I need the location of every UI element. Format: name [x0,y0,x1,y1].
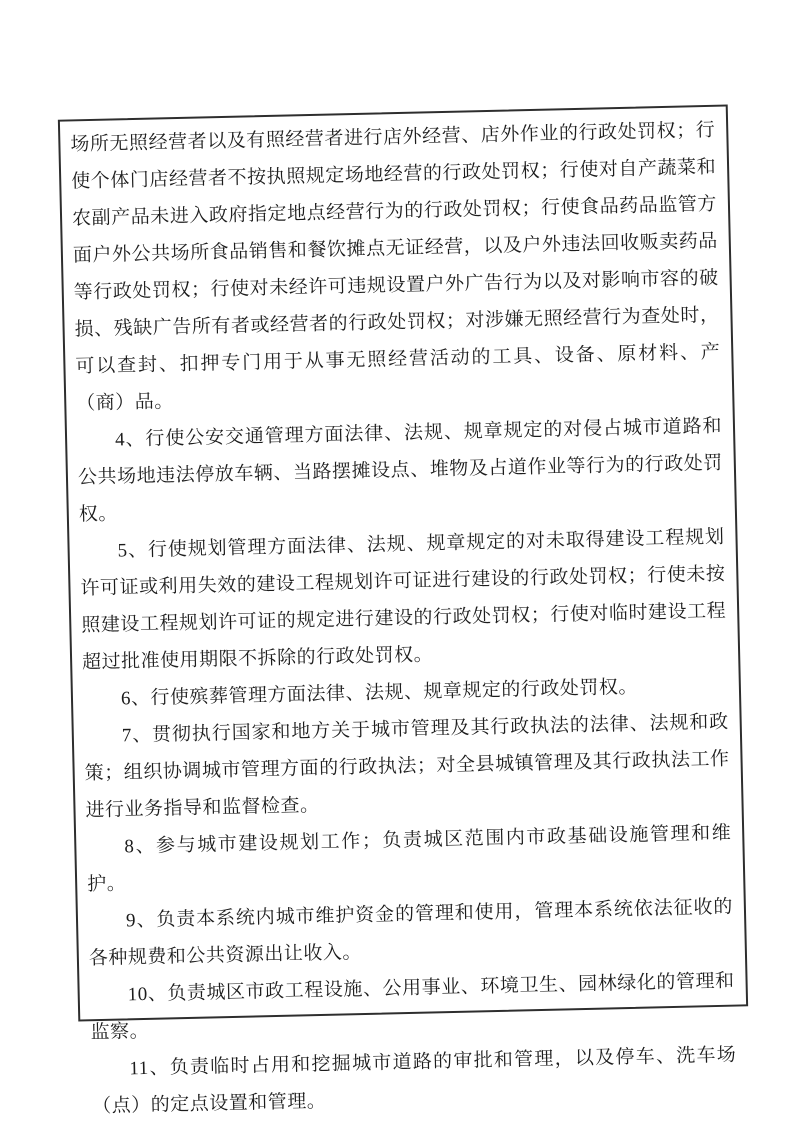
table-cell-border [58,105,748,1118]
paragraph-item-11: 11、负责临时占用和挖掘城市道路的审批和管理，以及停车、洗车场（点）的定点设置和管理。 [92,1044,737,1118]
paragraph-item-7: 7、贯彻执行国家和地方关于城市管理及其行政执法的法律、法规和政策；组织协调城市管理方面的行政执法；对全县城镇管理及其行政执法工作进行业务指导和监督检查。 [84,711,730,822]
paragraph-item-6: 6、行使殡葬管理方面法律、法规、规章规定的行政处罚权。 [120,676,639,710]
paragraph-item-9: 9、负责本系统内城市维护资金的管理和使用，管理本系统依法征收的各种规费和公共资源出让收入。 [88,896,734,970]
paragraph-item-10: 10、负责城区市政工程设施、公用事业、环境卫生、园林绿化的管理和监察。 [90,970,735,1044]
paragraph-continuation: 场所无照经营者以及有照经营者进行店外经营、店外作业的行政处罚权；行使个体门店经营者不按执照规定场地经营的行政处罚权；行使对自产蔬菜和农副产品未进入政府指定地点经营行为的行政处罚权；行使食品药品监管方面户外公共场所食品销售和餐饮摊点无证经营，以及户外违法回收贩卖药品等行政处罚权；行使对未经许可违规设置户外广告行为以及对影响市容的破损、残缺广告所有者或经营者的行政处罚权；对涉嫌无照经营行为查处时，可以查封、扣押专门用于从事无照经营活动的工具、设备、原材料、产（商）品。 [70,119,721,415]
paragraph-item-4: 4、行使公安交通管理方面法律、法规、规章规定的对侵占城市道路和公共场地违法停放车辆、当路摆摊设点、堆物及占道作业等行为的行政处罚权。 [77,415,724,526]
paragraph-item-8: 8、参与城市建设规划工作；负责城区范围内市政基础设施管理和维护。 [86,822,732,896]
paragraph-item-5: 5、行使规划管理方面法律、法规、规章规定的对未取得建设工程规划许可证或利用失效的建设工程规划许可证进行建设的行政处罚权；行使未按照建设工程规划许可证的规定进行建设的行政处罚权；行使对临时建设工程超过批准使用期限不拆除的行政处罚权。 [80,526,727,674]
